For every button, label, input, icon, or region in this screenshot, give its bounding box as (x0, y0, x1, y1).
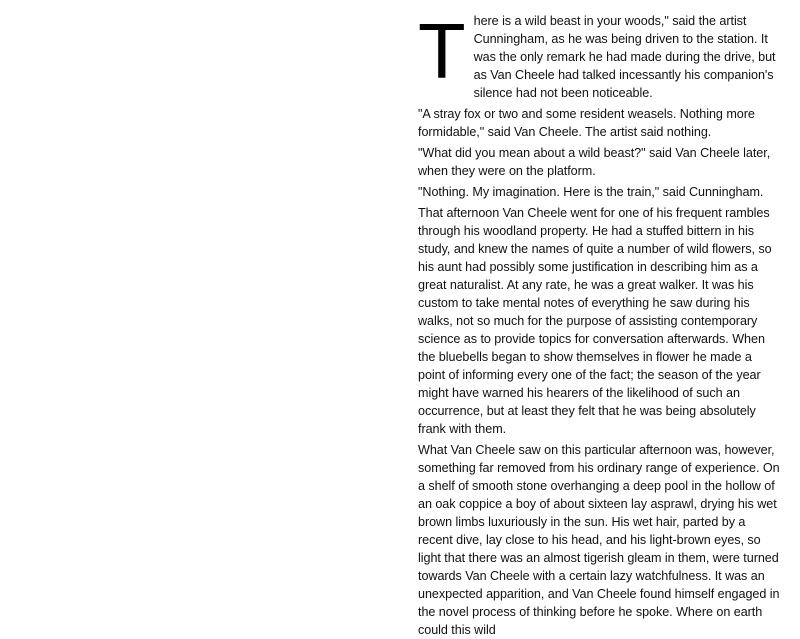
paragraph-5: That afternoon Van Cheele went for one of his frequent rambles through his woodland property. He had a stuffed bittern in his study, and knew the names of quite a number of wild flowers, so his aunt had possibly some justification in describing him as a great naturalist. At any rate, he was a great walker. It was his custom to take mental notes of everything he saw during his walks, not so much for the purpose of assisting contemporary science as to provide topics for conversation afterwards. When the bluebells began to show themselves in flower he made a point of informing every one of the fact; the season of the year might have warned his hearers of the likelihood of such an occurrence, but at least they felt that he was being absolutely frank with them. (418, 206, 772, 436)
text-page (418, 7, 780, 637)
paragraph-3: "What did you mean about a wild beast?" said Van Cheele later, when they were on the platform. (418, 146, 771, 178)
blank-left-page (0, 0, 400, 600)
paragraph-1 (418, 7, 780, 102)
paragraph-1-text: here is a wild beast in your woods," said the artist Cunningham, as he was being driven to the station. It was the only remark he had made during the drive, but as Van Cheele had talked incessantly his companion's silence had not been noticeable. (473, 14, 776, 100)
drop-cap: T (418, 7, 466, 95)
paragraph-2: "A stray fox or two and some resident weasels. Nothing more formidable," said Van Cheele. The artist said nothing. (418, 107, 755, 139)
paragraph-4: "Nothing. My imagination. Here is the train," said Cunningham. (418, 185, 764, 199)
paragraph-6: What Van Cheele saw on this particular afternoon was, however, something far removed from his ordinary range of experience. On a shelf of smooth stone overhanging a deep pool in the hollow of an oak coppice a boy of about sixteen lay asprawl, drying his wet brown limbs luxuriously in the sun. His wet hair, parted by a recent dive, lay close to his head, and his light-brown eyes, so light that there was an almost tigerish gleam in them, were turned towards Van Cheele with a certain lazy watchfulness. It was an unexpected apparition, and Van Cheele found himself engaged in the novel process of thinking before he spoke. Where on earth could this wild (418, 443, 780, 637)
